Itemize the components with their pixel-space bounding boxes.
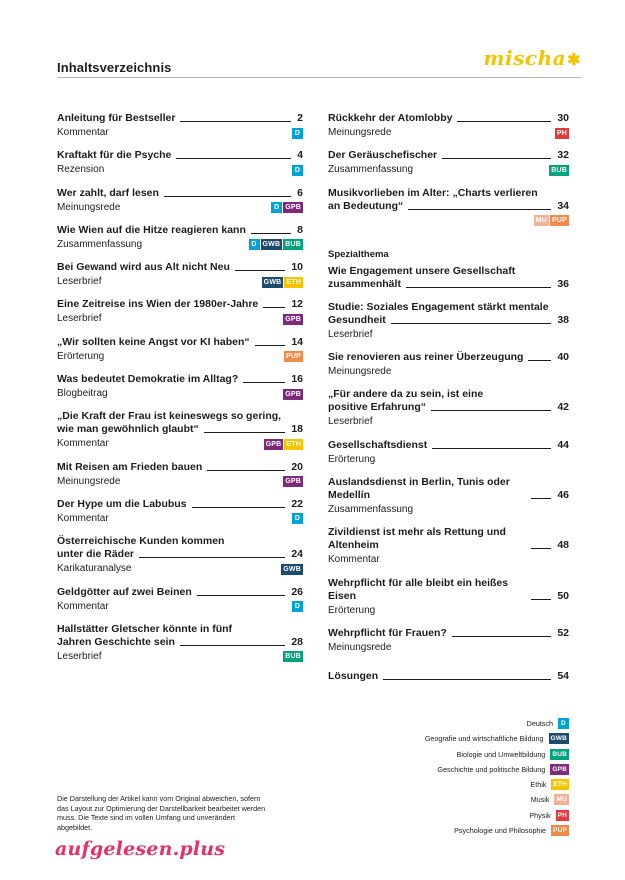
dot-leader-line (192, 507, 286, 508)
toc-entry[interactable] (57, 586, 303, 613)
entry-meta (328, 642, 569, 654)
entry-title-line (57, 149, 303, 162)
page-number: 48 (557, 539, 569, 552)
entry-title: „Wir sollten keine Angst vor KI haben“ (57, 335, 250, 348)
legend-label: Ethik (530, 780, 547, 790)
subject-badges (249, 239, 303, 250)
legend-label: Deutsch (526, 719, 553, 728)
page-header (57, 46, 581, 78)
dot-leader-line (197, 595, 286, 596)
genre-label: Leserbrief (328, 416, 373, 428)
entry-title-line (57, 636, 303, 649)
entry-title: Auslandsdienst in Berlin, Tunis oder Medellín (328, 476, 510, 502)
entry-title: Wehrpflicht für Frauen? (328, 626, 447, 639)
subject-badge-mu: MU (535, 217, 547, 225)
dot-leader-line (528, 360, 551, 361)
page-number: 40 (557, 351, 569, 364)
entry-title-line (57, 187, 303, 200)
genre-label: Meinungsrede (57, 475, 121, 487)
entry-title: positive Erfahrung“ (328, 401, 427, 414)
entry-title: Zivildienst ist mehr als Rettung und Altenheim (328, 526, 506, 552)
subject-badge-d: D (271, 202, 282, 213)
entry-title-line (328, 265, 569, 278)
entry-title: Wie Engagement unsere Gesellschaft (328, 264, 516, 277)
subject-badges (283, 476, 303, 487)
entry-title-line (328, 577, 569, 603)
entry-meta (328, 127, 569, 139)
subject-badges (283, 314, 303, 325)
legend-row (425, 779, 569, 790)
subject-badge-pup: PUP (286, 353, 301, 361)
genre-label: Meinungsrede (328, 127, 392, 138)
entry-meta (328, 215, 569, 227)
dot-leader-line (383, 679, 551, 680)
entry-title-line (57, 461, 303, 474)
dot-leader-line (164, 196, 291, 197)
dot-leader-line (235, 270, 285, 271)
page-number: 28 (291, 635, 303, 648)
page-number: 50 (557, 589, 569, 602)
entry-title-line (57, 336, 303, 349)
dot-leader-line (408, 209, 551, 210)
entry-title-line (57, 548, 303, 561)
star-icon: ✱ (567, 50, 581, 69)
subject-badge-pup: PUP (553, 827, 567, 835)
dot-leader-line (180, 645, 285, 646)
subject-badges (271, 202, 303, 213)
entry-title: Musikvorlieben im Alter: „Charts verlieren (328, 186, 538, 199)
page-number: 44 (557, 438, 569, 451)
genre-label: Kommentar (57, 600, 109, 612)
subject-badges (264, 439, 303, 450)
entry-title: zusammenhält (328, 277, 401, 290)
toc-entry[interactable] (328, 439, 569, 466)
toc-entry[interactable] (328, 149, 569, 176)
dot-leader-line (263, 307, 285, 308)
entry-title-line (328, 388, 569, 401)
entry-title-line (57, 623, 303, 636)
entry-title-line (328, 476, 569, 502)
genre-label: Zusammenfassung (328, 164, 414, 176)
genre-label: Erörterung (57, 350, 105, 362)
entry-meta (328, 164, 569, 176)
subject-badge-gwb: GWB (283, 565, 301, 573)
page-number: 52 (557, 626, 569, 639)
page-number: 4 (297, 149, 303, 162)
toc-entry[interactable] (328, 670, 569, 683)
genre-label: Kommentar (328, 554, 380, 566)
entry-title: Bei Gewand wird aus Alt nicht Neu (57, 261, 230, 274)
subject-badge-bub: BUB (285, 241, 301, 249)
subject-badge-d: D (292, 601, 303, 612)
entry-meta (57, 563, 303, 575)
entry-title: Jahren Geschichte sein (57, 635, 175, 648)
subject-badges (549, 165, 569, 176)
legend-row (425, 825, 569, 836)
toc-entry[interactable] (328, 476, 569, 516)
entry-title: Kraftakt für die Psyche (57, 149, 172, 162)
genre-label: Erörterung (328, 604, 376, 616)
entry-meta (57, 438, 303, 450)
subject-badge-d: D (558, 718, 569, 729)
page-number: 32 (557, 149, 569, 162)
entry-title-line (57, 112, 303, 125)
page-number: 24 (291, 548, 303, 561)
entry-meta (328, 416, 569, 428)
dot-leader-line (251, 233, 291, 234)
entry-title: Wie Wien auf die Hitze reagieren kann (57, 223, 246, 236)
toc-entry[interactable] (328, 388, 569, 428)
toc-entry[interactable] (57, 336, 303, 363)
dot-leader-line (432, 448, 551, 449)
dot-leader-line (531, 498, 551, 499)
subject-badges (292, 601, 303, 612)
entry-title-line (57, 261, 303, 274)
subject-badge-mu: MU (556, 796, 567, 804)
dot-leader-line (180, 121, 291, 122)
entry-title: Österreichische Kunden kommen (57, 535, 225, 548)
subject-badges (281, 564, 303, 575)
genre-label: Leserbrief (57, 276, 102, 288)
subject-badge-d: D (292, 165, 303, 176)
disclaimer-text: Die Darstellung der Artikel kann vom Original abweichen, sofern das Layout zur Optimierung der Darstellbarkeit bearbeitet werden muss. Die Texte sind im vollen Umfang und unverändert abgebildet. (57, 794, 266, 832)
subject-badge-d: D (249, 239, 260, 250)
subject-badges (283, 651, 303, 662)
entry-meta (57, 164, 303, 176)
toc-entry[interactable] (57, 623, 303, 663)
entry-title: Eine Zeitreise ins Wien der 1980er-Jahre (57, 298, 259, 311)
entry-title-line (328, 278, 569, 291)
page-number: 12 (291, 298, 303, 311)
entry-title-line (328, 112, 569, 125)
entry-meta (328, 366, 569, 378)
entry-meta (57, 202, 303, 214)
entry-title-line (57, 423, 303, 436)
genre-label: Karikaturanalyse (57, 563, 132, 575)
section-label-spezialthema: Spezialthema (328, 248, 389, 260)
entry-title: Mit Reisen am Frieden bauen (57, 460, 203, 473)
entry-title-line (328, 314, 569, 327)
toc-entry[interactable] (328, 265, 569, 291)
toc-entry[interactable] (328, 526, 569, 566)
legend-label: Geografie und wirtschaftliche Bildung (424, 734, 544, 744)
entry-title: Studie: Soziales Engagement stärkt mentale (328, 300, 549, 313)
toc-entry[interactable] (57, 187, 303, 214)
toc-entry[interactable] (57, 112, 303, 139)
subject-badges (262, 277, 303, 288)
entry-title-line (328, 301, 569, 314)
toc-entry[interactable] (57, 498, 303, 525)
subject-badge-bub: BUB (285, 653, 301, 661)
dot-leader-line (452, 636, 552, 637)
entry-title: Wehrpflicht für alle bleibt ein heißes Eisen (328, 576, 509, 602)
genre-label: Kommentar (57, 127, 109, 138)
subject-badge-pup: PUP (552, 217, 567, 225)
toc-right-column (328, 112, 569, 683)
genre-label: Erörterung (328, 453, 376, 465)
entry-meta (328, 554, 569, 566)
entry-title: Anleitung für Bestseller (57, 112, 176, 124)
legend-row (425, 810, 569, 821)
genre-label: Meinungsrede (57, 201, 121, 213)
genre-label: Blogbeitrag (57, 388, 108, 400)
toc-entry[interactable] (57, 373, 303, 400)
brand-logo: aufgelesen.plus (55, 838, 226, 860)
subject-badge-gpb: GPB (552, 765, 567, 773)
subject-badge-ph: PH (557, 811, 567, 819)
entry-meta (57, 601, 303, 613)
entry-title: Lösungen (328, 669, 379, 682)
entry-title-line (328, 187, 569, 200)
entry-title: Was bedeutet Demokratie im Alltag? (57, 373, 239, 386)
entry-title: Geldgötter auf zwei Beinen (57, 585, 192, 598)
entry-title-line (328, 200, 569, 213)
entry-meta (57, 513, 303, 525)
legend-label: Musik (530, 795, 550, 805)
genre-label: Kommentar (57, 512, 109, 524)
entry-title: wie man gewöhnlich glaubt“ (57, 423, 199, 436)
subject-badge-gpb: GPB (285, 315, 301, 323)
entry-meta (328, 504, 569, 516)
entry-title: Wer zahlt, darf lesen (57, 186, 159, 199)
subject-badges (292, 513, 303, 524)
entry-title-line (328, 439, 569, 452)
entry-title: Der Hype um die Labubus (57, 497, 187, 510)
entry-title: „Die Kraft der Frau ist keineswegs so gering, (57, 410, 282, 423)
page-number: 30 (557, 112, 569, 124)
entry-title-line (328, 351, 569, 364)
page-number: 26 (291, 585, 303, 598)
entry-title: Sie renovieren aus reiner Überzeugung (328, 351, 524, 364)
toc-entry[interactable] (328, 351, 569, 378)
page-number: 10 (291, 261, 303, 274)
subject-badges (292, 165, 303, 176)
entry-title-line (57, 535, 303, 548)
toc-entry[interactable] (57, 298, 303, 325)
page-number: 6 (297, 186, 303, 199)
page-number: 16 (291, 373, 303, 386)
mischa-logo (483, 46, 581, 70)
subject-badge-gwb: GWB (262, 241, 281, 249)
toc-entry[interactable] (57, 410, 303, 450)
dot-leader-line (391, 323, 552, 324)
subject-badge-eth: ETH (286, 278, 301, 286)
toc-entry[interactable] (328, 187, 569, 227)
subject-badge-d: D (292, 513, 303, 524)
page-number: 54 (557, 669, 569, 682)
dot-leader-line (204, 432, 286, 433)
dot-leader-line (531, 548, 551, 549)
page-number: 34 (557, 199, 569, 212)
page-number: 8 (297, 223, 303, 236)
subject-badges (534, 215, 569, 226)
entry-meta (57, 313, 303, 325)
legend-row (425, 749, 569, 760)
toc-entry[interactable] (328, 627, 569, 654)
entry-title: Rückkehr der Atomlobby (328, 112, 453, 124)
dot-leader-line (243, 382, 285, 383)
page-number: 14 (291, 335, 303, 348)
entry-title: an Bedeutung“ (328, 199, 404, 212)
entry-meta (57, 239, 303, 251)
legend-label: Psychologie und Philosophie (454, 826, 547, 836)
subject-badge-bub: BUB (551, 166, 567, 174)
legend-row (425, 718, 569, 729)
dot-leader-line (442, 158, 551, 159)
entry-meta (57, 651, 303, 663)
entry-meta (57, 127, 303, 139)
page-number: 2 (297, 112, 303, 124)
dot-leader-line (207, 470, 285, 471)
subject-badge-gpb: GPB (285, 390, 301, 398)
entry-meta (57, 476, 303, 488)
subject-badge-ph: PH (556, 129, 567, 137)
entry-meta (57, 276, 303, 288)
entry-title: Hallstätter Gletscher könnte in fünf (57, 622, 233, 635)
genre-label: Leserbrief (328, 328, 373, 340)
subject-badge-bub: BUB (552, 750, 567, 758)
toc-left-column (57, 112, 303, 673)
dot-leader-line (431, 410, 551, 411)
page-number: 20 (291, 460, 303, 473)
genre-label: Rezension (57, 164, 105, 176)
entry-meta (328, 329, 569, 341)
entry-title-line (328, 149, 569, 162)
legend-label: Geschichte und politische Bildung (437, 764, 546, 774)
subject-badges (292, 128, 303, 139)
page-number: 42 (557, 401, 569, 414)
entry-title-line (57, 410, 303, 423)
dot-leader-line (531, 599, 551, 600)
legend-row (425, 733, 569, 744)
entry-meta (328, 454, 569, 466)
subject-badge-gpb: GPB (285, 204, 301, 212)
dot-leader-line (139, 557, 285, 558)
dot-leader-line (255, 345, 286, 346)
legend-label: Physik (529, 810, 551, 820)
entry-meta (57, 388, 303, 400)
entry-title: Der Geräuschefischer (328, 149, 438, 162)
entry-title-line (57, 373, 303, 386)
entry-title: Gesellschaftsdienst (328, 438, 428, 451)
entry-meta (57, 351, 303, 363)
toc-entry[interactable] (57, 224, 303, 251)
entry-title-line (57, 498, 303, 511)
toc-entry[interactable] (328, 112, 569, 139)
legend-row (425, 794, 569, 805)
entry-meta (328, 605, 569, 617)
entry-title: unter die Räder (57, 548, 135, 561)
subject-badge-eth: ETH (286, 440, 301, 448)
entry-title-line (57, 298, 303, 311)
legend-row (425, 764, 569, 775)
logo-text: mischa (483, 46, 567, 70)
genre-label: Leserbrief (57, 650, 102, 662)
genre-label: Zusammenfassung (57, 238, 143, 250)
page-number: 38 (557, 313, 569, 326)
dot-leader-line (176, 158, 291, 159)
entry-title-line (57, 224, 303, 237)
subject-badge-gwb: GWB (550, 735, 567, 743)
page-number: 18 (291, 423, 303, 436)
entry-title-line (328, 627, 569, 640)
genre-label: Kommentar (57, 438, 109, 450)
toc-entry[interactable] (57, 149, 303, 176)
page-number: 22 (291, 497, 303, 510)
genre-label: Leserbrief (57, 313, 102, 325)
subject-badge-eth: ETH (553, 781, 567, 789)
subject-badges (283, 389, 303, 400)
subject-legend (425, 718, 569, 840)
entry-title: Gesundheit (328, 313, 386, 326)
genre-label: Zusammenfassung (328, 504, 414, 516)
page-number: 36 (557, 277, 569, 290)
subject-badges (284, 351, 303, 362)
subject-badges (555, 128, 569, 139)
entry-title-line (328, 670, 569, 683)
dot-leader-line (406, 287, 551, 288)
entry-title-line (328, 401, 569, 414)
page-title: Inhaltsverzeichnis (57, 60, 172, 75)
genre-label: Meinungsrede (328, 641, 392, 653)
subject-badge-gpb: GPB (265, 440, 282, 448)
entry-title: „Für andere da zu sein, ist eine (328, 388, 484, 401)
dot-leader-line (457, 121, 551, 122)
entry-title-line (328, 526, 569, 552)
toc-entry[interactable] (328, 301, 569, 341)
toc-entry[interactable] (57, 261, 303, 288)
entry-title-line (57, 586, 303, 599)
legend-label: Biologie und Umweltbildung (456, 749, 546, 759)
subject-badge-gpb: GPB (285, 478, 301, 486)
toc-entry[interactable] (57, 535, 303, 575)
toc-entry[interactable] (328, 577, 569, 617)
toc-entry[interactable] (57, 461, 303, 488)
subject-badge-d: D (292, 128, 303, 139)
page-number: 46 (557, 489, 569, 502)
subject-badge-gwb: GWB (263, 278, 282, 286)
genre-label: Meinungsrede (328, 366, 392, 378)
